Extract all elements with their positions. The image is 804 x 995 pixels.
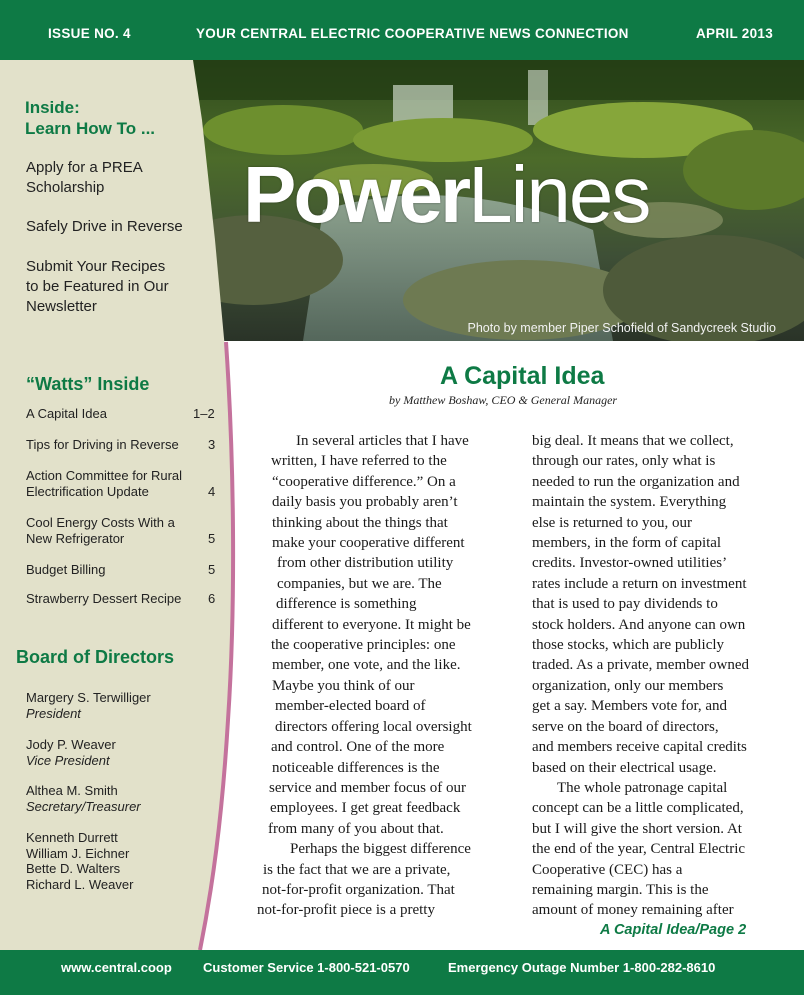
article-line: amount of money remaining after	[532, 902, 734, 919]
issue-number: ISSUE NO. 4	[48, 26, 131, 41]
article-line: remaining margin. This is the	[532, 881, 709, 898]
article-line: employees. I get great feedback	[270, 800, 461, 817]
article-line: the cooperative principles: one	[271, 637, 456, 654]
article-line: get a say. Members vote for, and	[532, 698, 728, 715]
emergency-phone: Emergency Outage Number 1-800-282-8610	[448, 960, 716, 975]
learn-item-line: Newsletter	[26, 298, 97, 315]
masthead-power: Power	[243, 150, 469, 239]
toc-title: Tips for Driving in Reverse	[26, 437, 179, 452]
article-line: written, I have referred to the	[271, 453, 447, 470]
masthead-lines: Lines	[468, 150, 650, 239]
continued-page[interactable]: Page 2	[699, 922, 747, 938]
article-line: based on their electrical usage.	[532, 759, 717, 776]
learn-item	[26, 257, 169, 317]
learn-item-line: Safely Drive in Reverse	[26, 218, 183, 235]
toc-page: 1–2	[193, 406, 215, 421]
issue-date: APRIL 2013	[696, 26, 774, 41]
article-line: serve on the board of directors,	[532, 718, 719, 735]
article-line: noticeable differences is the	[272, 759, 440, 776]
watts-inside-heading: “Watts” Inside	[26, 374, 150, 394]
continued-notice	[600, 922, 746, 938]
board-heading: Board of Directors	[16, 647, 175, 667]
learn-item	[26, 158, 143, 198]
article-line: else is returned to you, our	[532, 514, 692, 531]
learn-item-line: to be Featured in Our	[26, 278, 169, 295]
masthead-title	[243, 150, 650, 239]
article-line: from many of you about that.	[268, 820, 444, 837]
inside-heading	[25, 97, 155, 139]
toc-entry	[26, 406, 107, 422]
article-line: is the fact that we are a private,	[263, 861, 451, 878]
footer-bar	[0, 950, 804, 995]
board-member-name: Althea M. Smith	[26, 783, 118, 798]
board-member-name: Kenneth Durrett	[26, 830, 118, 845]
article-line: concept can be a little complicated,	[532, 800, 744, 817]
article-line: In several articles that I have	[296, 433, 469, 449]
article-line: maintain the system. Everything	[532, 494, 727, 511]
toc-page: 5	[208, 531, 216, 546]
article-line: and control. One of the more	[271, 739, 445, 756]
article-line: member, one vote, and the like.	[272, 657, 461, 674]
toc-title: Action Committee for Rural	[26, 468, 183, 483]
article-line: thinking about the things that	[272, 514, 448, 531]
article-line: and members receive capital credits	[532, 739, 747, 756]
board-member-role: Secretary/Treasurer	[26, 799, 141, 814]
article-line: members, in the form of capital	[532, 535, 722, 552]
board-member-name: Jody P. Weaver	[26, 737, 116, 752]
toc-title: New Refrigerator	[26, 531, 125, 546]
article-line: daily basis you probably aren’t	[272, 494, 458, 511]
article-line: different to everyone. It might be	[272, 616, 471, 633]
learn-item-line: Scholarship	[26, 179, 105, 196]
article-line: big deal. It means that we collect,	[532, 433, 734, 449]
top-banner	[0, 0, 804, 60]
inside-heading-line-2: Learn How To ...	[25, 119, 156, 138]
article-line: difference is something	[276, 596, 417, 613]
toc-title: A Capital Idea	[26, 406, 107, 421]
toc-title: Strawberry Dessert Recipe	[26, 591, 182, 606]
board-member-name: Bette D. Walters	[26, 861, 121, 877]
customer-service-phone: Customer Service 1-800-521-0570	[203, 960, 410, 975]
board-member-role: Vice President	[26, 753, 110, 768]
inside-heading-line-1: Inside:	[25, 98, 80, 117]
website-link[interactable]: www.central.coop	[61, 960, 172, 975]
article-line: through our rates, only what is	[532, 453, 716, 470]
tagline: YOUR CENTRAL ELECTRIC COOPERATIVE NEWS CONNECTION	[196, 26, 629, 41]
article-column-2	[0, 431, 749, 921]
article-line: not-for-profit organization. That	[262, 881, 455, 898]
article-line: Perhaps the biggest difference	[290, 841, 471, 858]
toc-page: 6	[208, 591, 216, 606]
article-line: Maybe you think of our	[272, 677, 415, 694]
article-line: but I will give the short version. At	[532, 820, 742, 837]
board-member-name: Margery S. Terwilliger	[26, 690, 151, 705]
toc-page: 4	[208, 484, 216, 499]
article-line: make your cooperative different	[272, 535, 465, 552]
photo-credit: Photo by member Piper Schofield of Sandycreek Studio	[467, 321, 776, 335]
toc-page: 5	[208, 562, 216, 577]
article-line: stock holders. And anyone can own	[532, 616, 746, 633]
learn-item	[26, 217, 183, 237]
article-line: from other distribution utility	[277, 555, 454, 572]
learn-item-line: Apply for a PREA	[26, 159, 143, 176]
toc-title: Budget Billing	[26, 562, 106, 577]
board-member-role: President	[26, 706, 81, 721]
article-title: A Capital Idea	[440, 362, 605, 390]
article-line: rates include a return on investment	[532, 575, 747, 592]
board-member-name: William J. Eichner	[26, 845, 130, 861]
article-line: not-for-profit piece is a pretty	[257, 902, 435, 919]
article-line: The whole patronage capital	[557, 779, 728, 796]
article-line: service and member focus of our	[269, 779, 467, 796]
toc-page: 3	[208, 437, 216, 452]
article-line: the end of the year, Central Electric	[532, 841, 746, 858]
toc-title: Cool Energy Costs With a	[26, 515, 175, 530]
article-line: member-elected board of	[275, 698, 426, 715]
article-line: those stocks, which are publicly	[532, 637, 725, 654]
article-line: organization, only our members	[532, 677, 724, 694]
board-member-name: Richard L. Weaver	[26, 877, 134, 893]
toc-title: Electrification Update	[26, 484, 149, 499]
article-line: “cooperative difference.” On a	[272, 473, 456, 490]
article-line: that is used to pay dividends to	[532, 596, 718, 613]
article-line: traded. As a private, member owned	[532, 657, 750, 674]
article-line: companies, but we are. The	[277, 575, 442, 592]
continued-title: A Capital Idea/	[600, 922, 700, 938]
article-line: directors offering local oversight	[275, 718, 472, 735]
masthead-photo	[193, 60, 804, 341]
article-byline: by Matthew Boshaw, CEO & General Manager	[389, 393, 618, 407]
learn-item-line: Submit Your Recipes	[26, 258, 166, 275]
article-line: credits. Investor-owned utilities’	[532, 555, 728, 572]
article-line: needed to run the organization and	[532, 473, 740, 490]
article-line: Cooperative (CEC) has a	[532, 861, 683, 878]
